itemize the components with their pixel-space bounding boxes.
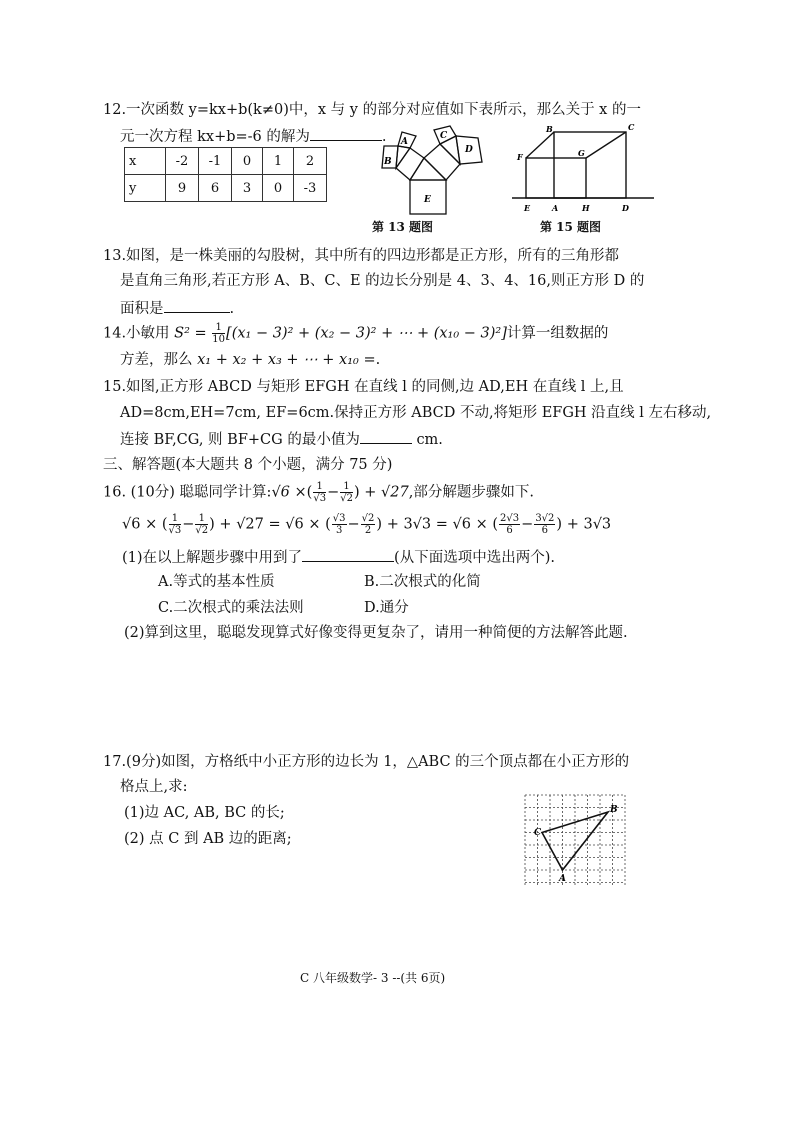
fig13-caption: 第 13 题图 [372, 220, 434, 234]
q12-line2: 元一次方程 kx+b=-6 的解为 . [120, 126, 387, 147]
q17-line2: 格点上,求: [120, 779, 188, 795]
table-cell: 3 [232, 175, 263, 202]
q15-line1: 15.如图,正方形 ABCD 与矩形 EFGH 在直线 l 的同侧,边 AD,EH 在直线 l 上,且 [103, 379, 624, 395]
label-a: A [559, 874, 566, 884]
answer-blank[interactable] [164, 298, 230, 313]
table-cell: 1 [263, 148, 294, 175]
q16-sub2: (2)算到这里，聪聪发现算式好像变得更复杂了，请用一种简便的方法解答此题. [124, 625, 628, 641]
q17-line1: 17.(9分)如图，方格纸中小正方形的边长为 1，△ABC 的三个顶点都在小正方形的 [103, 754, 630, 770]
answer-blank[interactable] [360, 429, 412, 444]
grid-figure [520, 790, 632, 892]
q16-line1: 16. (10分) 聪聪同学计算:√6 ×( $\frac{1}{√3}$ − $\frac{1}{√2}$ ) + √27,部分解题步骤如下. [103, 481, 534, 504]
q16-working: √6 × ( $\frac{1}{√3}$ − $\frac{1}{√2}$ ) + √27 = √6 × ( $\frac{√3}{3}$ − $\frac{√2}{2}$ ) + 3√3 = √6 × ( $\frac{2√3}{6}$ − $\frac{3√2}{6}$ ) + 3√3 [122, 513, 612, 536]
page-footer: C 八年级数学- 3 --(共 6页) [300, 971, 446, 985]
fig15-caption: 第 15 题图 [540, 220, 602, 234]
pythagoras-tree-figure [372, 124, 492, 224]
label-c: C [534, 828, 542, 838]
label-d: D [622, 203, 629, 213]
fraction: $\frac{1}{10}$ [212, 322, 226, 345]
q17-sub1: (1)边 AC, AB, BC 的长; [124, 805, 285, 821]
value-table [124, 147, 327, 202]
square-left [396, 148, 424, 180]
table-cell: 0 [263, 175, 294, 202]
q16-sub1: (1)在以上解题步骤中用到了 (从下面选项中选出两个). [122, 547, 555, 568]
label-e: E [424, 195, 431, 205]
table-cell: 0 [232, 148, 263, 175]
rectangle-efgh [526, 158, 586, 198]
label-g: G [578, 148, 585, 158]
answer-blank[interactable] [302, 547, 394, 562]
q15-line3: 连接 BF,CG, 则 BF+CG 的最小值为 cm. [120, 429, 443, 450]
q13-line3: 面积是 . [120, 298, 234, 319]
table-cell: -3 [294, 175, 327, 202]
label-a: A [401, 137, 408, 147]
segment-bf [526, 132, 554, 158]
table-row [125, 148, 327, 175]
label-c: C [628, 122, 635, 132]
q14-line1: 14.小敏用 S² = $\frac{1}{10}$ [(x₁ − 3)² + (x₂ − 3)² + ⋯ + (x₁₀ − 3)²]计算一组数据的 [103, 322, 609, 345]
label-d: D [465, 145, 473, 155]
section-heading: 三、解答题(本大题共 8 个小题，满分 75 分) [103, 457, 393, 473]
square-right [424, 144, 460, 180]
label-e: E [524, 203, 531, 213]
segment-cg [586, 132, 626, 158]
option-d: D.通分 [364, 600, 409, 616]
table-row [125, 175, 327, 202]
label-b: B [610, 805, 618, 815]
table-cell: -1 [199, 148, 232, 175]
table-cell: -2 [166, 148, 199, 175]
table-cell: 9 [166, 175, 199, 202]
square-abcd [554, 132, 626, 198]
option-c: C.二次根式的乘法法则 [158, 600, 304, 616]
label-a: A [552, 203, 559, 213]
square-rectangle-figure [508, 120, 658, 216]
option-b: B.二次根式的化简 [364, 574, 481, 590]
label-c: C [440, 131, 448, 141]
label-f: F [517, 152, 523, 162]
table-header-y: y [125, 175, 166, 202]
label-h: H [582, 203, 590, 213]
q14-line2: 方差，那么 x₁ + x₂ + x₃ + ⋯ + x₁₀ =. [120, 352, 381, 368]
option-a: A.等式的基本性质 [158, 574, 275, 590]
q15-line2: AD=8cm,EH=7cm, EF=6cm.保持正方形 ABCD 不动,将矩形 EFGH 沿直线 l 左右移动, [120, 405, 712, 421]
label-b: B [546, 124, 553, 134]
table-cell: 6 [199, 175, 232, 202]
q13-line2: 是直角三角形,若正方形 A、B、C、E 的边长分别是 4、3、4、16,则正方形 D 的 [120, 273, 645, 289]
q12-line1: 12.一次函数 y=kx+b(k≠0)中，x 与 y 的部分对应值如下表所示，那么关于 x 的一 [103, 102, 641, 118]
q17-sub2: (2) 点 C 到 AB 边的距离; [124, 831, 292, 847]
label-b: B [384, 157, 392, 167]
table-cell: 2 [294, 148, 327, 175]
table-header-x: x [125, 148, 166, 175]
q13-line1: 13.如图，是一株美丽的勾股树，其中所有的四边形都是正方形，所有的三角形都 [103, 248, 620, 264]
